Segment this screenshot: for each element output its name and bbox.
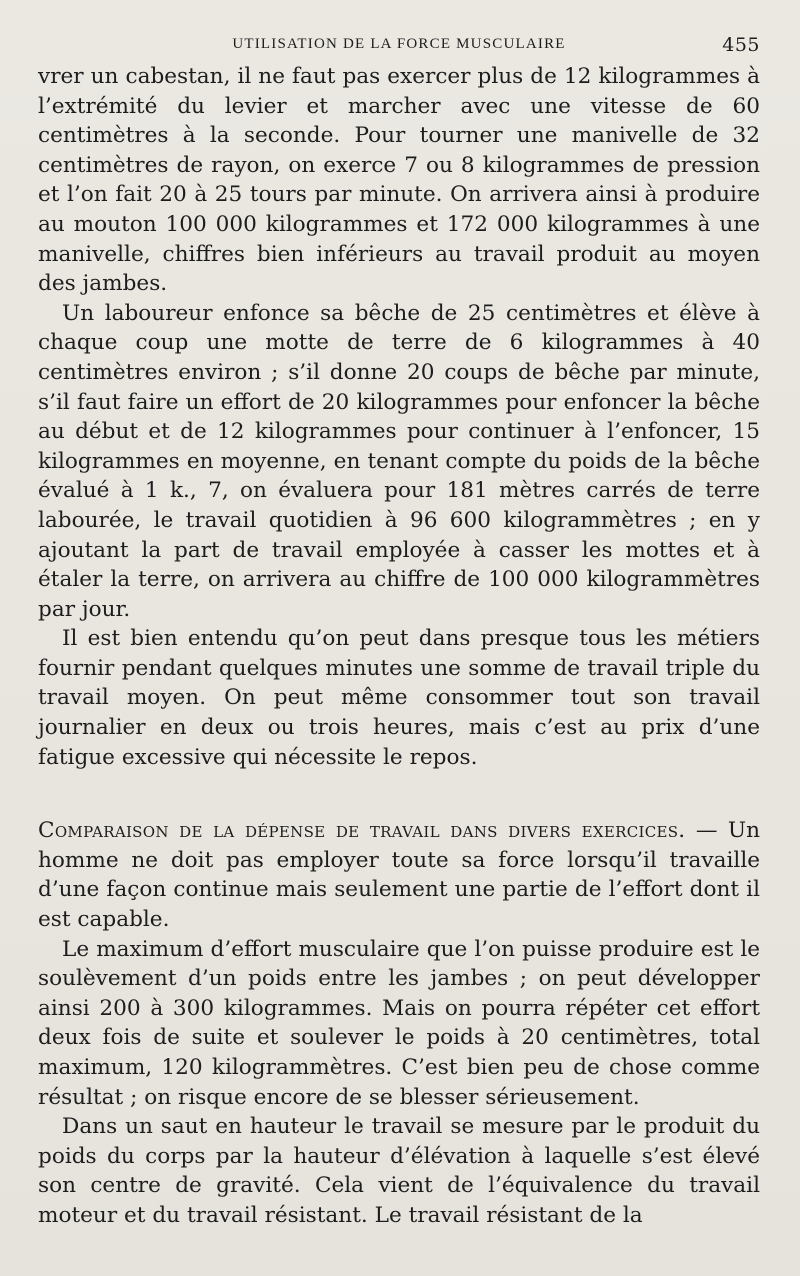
section-lead-text: Un homme ne doit pas employer toute sa force lorsqu’il travaille d’une façon continue mais seulement une partie de l’effort dont il est capable. (38, 818, 760, 933)
section (38, 816, 760, 1230)
section-spacer (38, 772, 760, 816)
paragraph-continued: vrer un cabestan, il ne faut pas exercer plus de 12 kilogrammes à l’extrémité du levier et marcher avec une vitesse de 60 centimètres à la seconde. Pour tourner une manivelle de 32 centimètres de rayon, on exerce 7 ou 8 kilogrammes de pression et l’on fait 20 à 25 tours par minute. On arrivera ainsi à produire au mouton 100 000 kilogrammes et 172 000 kilogrammes à une manivelle, chiffres bien inférieurs au travail produit au moyen des jambes. (38, 64, 760, 297)
section-heading: Comparaison de la dépense de travail dans divers exercices. — (38, 818, 718, 844)
paragraph: Le maximum d’effort musculaire que l’on puisse produire est le soulèvement d’un poids entre les jambes ; on peut développer ainsi 200 à 300 kilogrammes. Mais on pourra répéter cet effort deux fois de suite et soulever le poids à 20 centimètres, total maximum, 120 kilogrammètres. C’est bien peu de chose comme résultat ; on risque encore de se blesser sérieusement. (38, 936, 760, 1110)
running-header (38, 22, 760, 62)
page-number: 455 (722, 34, 760, 56)
section-paragraph-first (38, 816, 760, 934)
running-title: UTILISATION DE LA FORCE MUSCULAIRE (232, 36, 566, 52)
paragraph: Il est bien entendu qu’on peut dans presque tous les métiers fournir pendant quelques minutes une somme de travail triple du travail moyen. On peut même consommer tout son travail journalier en deux ou trois heures, mais c’est au prix d’une fatigue excessive qui nécessite le repos. (38, 626, 760, 770)
paragraph: Dans un saut en hauteur le travail se mesure par le produit du poids du corps par la hauteur d’élévation à laquelle s’est élevé son centre de gravité. Cela vient de l’équivalence du travail moteur et du travail résistant. Le travail résistant de la (38, 1114, 760, 1228)
paragraph: Un laboureur enfonce sa bêche de 25 centimètres et élève à chaque coup une motte de terre de 6 kilogrammes à 40 centimètres environ ; s’il donne 20 coups de bêche par minute, s’il faut faire un effort de 20 kilogrammes pour enfoncer la bêche au début et de 12 kilogrammes pour continuer à l’enfoncer, 15 kilogrammes en moyenne, en tenant compte du poids de la bêche évalué à 1 k., 7, on évaluera pour 181 mètres carrés de terre labourée, le travail quotidien à 96 600 kilogrammètres ; en y ajoutant la part de travail employée à casser les mottes et à étaler la terre, on arrivera au chiffre de 100 000 kilogrammètres par jour. (38, 300, 760, 622)
body-text (38, 62, 760, 772)
